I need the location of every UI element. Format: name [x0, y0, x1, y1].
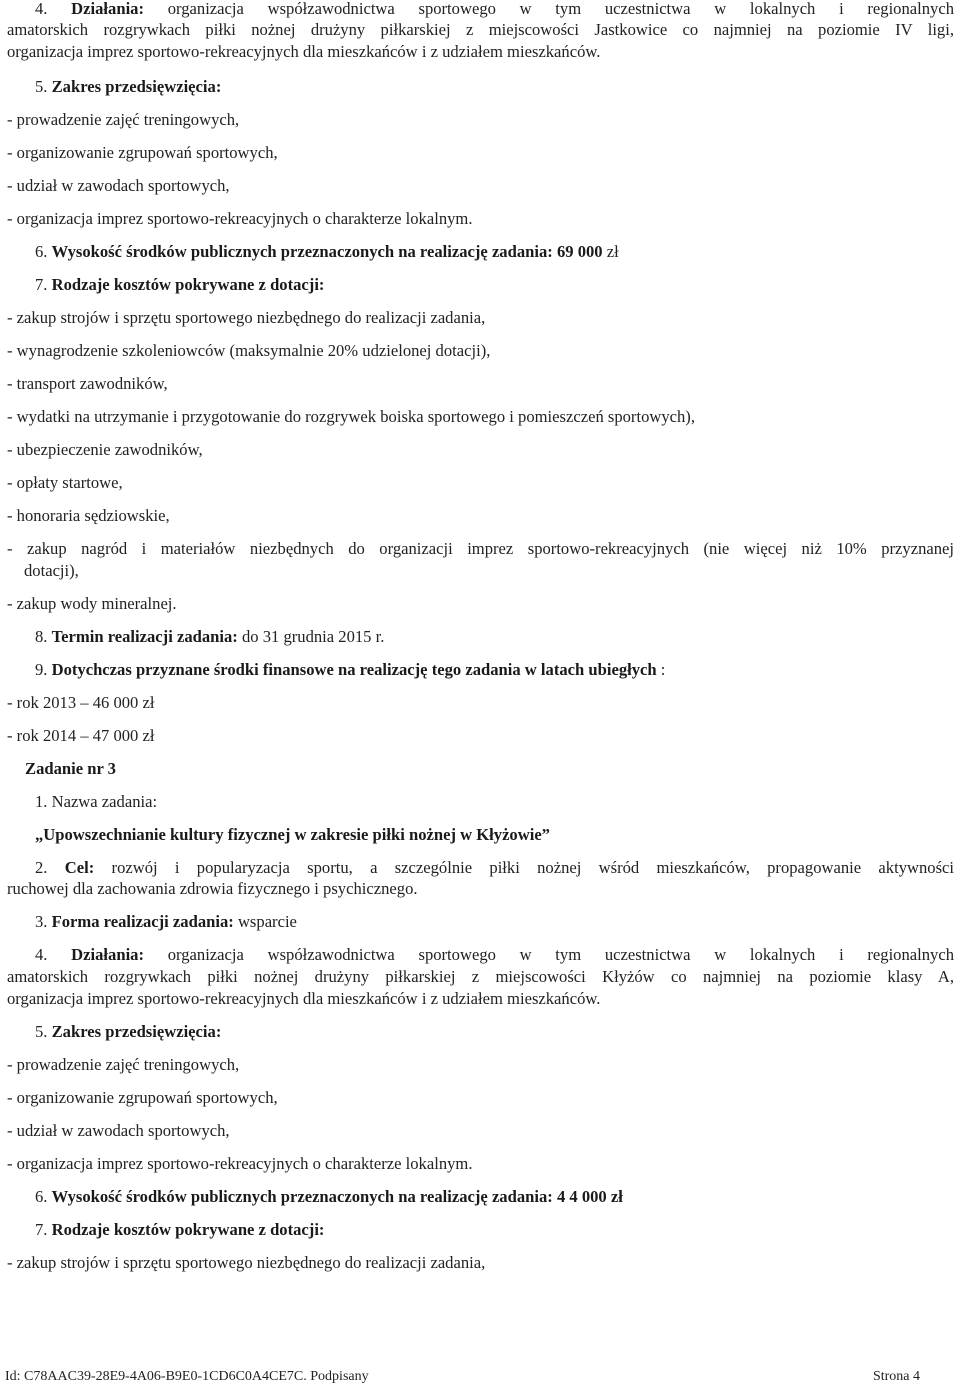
task-3-goal-line-1: 2. Cel: rozwój i popularyzacja sportu, a szczególnie piłki nożnej wśród mieszkańców, propagowanie aktywności	[35, 858, 954, 877]
task-3-costs-heading: 7. Rodzaje kosztów pokrywane z dotacji:	[35, 1220, 325, 1239]
list-item: - organizowanie zgrupowań sportowych,	[7, 143, 278, 162]
list-item: - rok 2014 – 47 000 zł	[7, 726, 155, 745]
list-item: - udział w zawodach sportowych,	[7, 1121, 230, 1140]
list-item: - udział w zawodach sportowych,	[7, 176, 230, 195]
list-item: - honoraria sędziowskie,	[7, 506, 170, 525]
list-item: - zakup strojów i sprzętu sportowego niezbędnego do realizacji zadania,	[7, 308, 486, 327]
section-8-deadline: 8. Termin realizacji zadania: do 31 grudnia 2015 r.	[35, 627, 385, 646]
list-item: - ubezpieczenie zawodników,	[7, 440, 203, 459]
list-item: - wynagrodzenie szkoleniowców (maksymalnie 20% udzielonej dotacji),	[7, 341, 491, 360]
section-4-line-3: organizacja imprez sportowo-rekreacyjnych dla mieszkańców i z udziałem mieszkańców.	[7, 42, 601, 61]
task-3-name-label: 1. Nazwa zadania:	[35, 792, 158, 811]
list-item: - organizacja imprez sportowo-rekreacyjnych o charakterze lokalnym.	[7, 1154, 473, 1173]
section-9-heading: 9. Dotychczas przyznane środki finansowe na realizację tego zadania w latach ubiegłych :	[35, 660, 666, 679]
task-3-funding: 6. Wysokość środków publicznych przeznaczonych na realizację zadania: 4 4 000 zł	[35, 1187, 623, 1206]
task-3-goal-line-2: ruchowej dla zachowania zdrowia fizycznego i psychicznego.	[7, 879, 418, 898]
section-6-funding: 6. Wysokość środków publicznych przeznaczonych na realizację zadania: 69 000 zł	[35, 242, 619, 261]
list-item: - zakup nagród i materiałów niezbędnych do organizacji imprez sportowo-rekreacyjnych (nie więcej niż 10% przyznanej	[7, 539, 954, 558]
task-3-scope-heading: 5. Zakres przedsięwzięcia:	[35, 1022, 222, 1041]
list-item: - rok 2013 – 46 000 zł	[7, 693, 155, 712]
list-item: - prowadzenie zajęć treningowych,	[7, 110, 240, 129]
section-5-heading: 5. Zakres przedsięwzięcia:	[35, 77, 222, 96]
section-4-line-2: amatorskich rozgrywkach piłki nożnej drużyny piłkarskiej z miejscowości Jastkowice co najmniej na poziomie IV ligi,	[7, 20, 954, 39]
list-item: - opłaty startowe,	[7, 473, 123, 492]
section-4-label: Działania:	[71, 0, 144, 18]
list-item: - organizacja imprez sportowo-rekreacyjnych o charakterze lokalnym.	[7, 209, 473, 228]
task-3-heading: Zadanie nr 3	[25, 759, 116, 778]
list-item: - wydatki na utrzymanie i przygotowanie do rozgrywek boiska sportowego i pomieszczeń sportowych),	[7, 407, 695, 426]
task-3-actions-line-3: organizacja imprez sportowo-rekreacyjnych dla mieszkańców i z udziałem mieszkańców.	[7, 989, 601, 1008]
funding-amount: 69 000	[556, 242, 603, 261]
list-item-continuation: dotacji),	[24, 561, 79, 580]
list-item: - prowadzenie zajęć treningowych,	[7, 1055, 240, 1074]
task-3-form: 3. Forma realizacji zadania: wsparcie	[35, 912, 297, 931]
section-4-line-1: 4. Działania: organizacja współzawodnictwa sportowego w tym uczestnictwa w lokalnych i regionalnych	[35, 0, 955, 18]
section-7-heading: 7. Rodzaje kosztów pokrywane z dotacji:	[35, 275, 325, 294]
footer-document-id: Id: C78AAC39-28E9-4A06-B9E0-1CD6C0A4CE7C. Podpisany	[5, 1369, 369, 1384]
task-3-actions-line-1: 4. Działania: organizacja współzawodnictwa sportowego w tym uczestnictwa w lokalnych i regionalnych	[35, 945, 955, 964]
list-item: - transport zawodników,	[7, 374, 168, 393]
task-3-actions-line-2: amatorskich rozgrywkach piłki nożnej drużyny piłkarskiej z miejscowości Kłyżów co najmniej na poziomie klasy A,	[7, 967, 954, 986]
task-3-name: „Upowszechnianie kultury fizycznej w zakresie piłki nożnej w Kłyżowie”	[35, 825, 550, 844]
footer-page-number: Strona 4	[872, 1369, 920, 1384]
list-item: - zakup strojów i sprzętu sportowego niezbędnego do realizacji zadania,	[7, 1253, 486, 1272]
list-item: - organizowanie zgrupowań sportowych,	[7, 1088, 278, 1107]
list-item: - zakup wody mineralnej.	[7, 594, 177, 613]
